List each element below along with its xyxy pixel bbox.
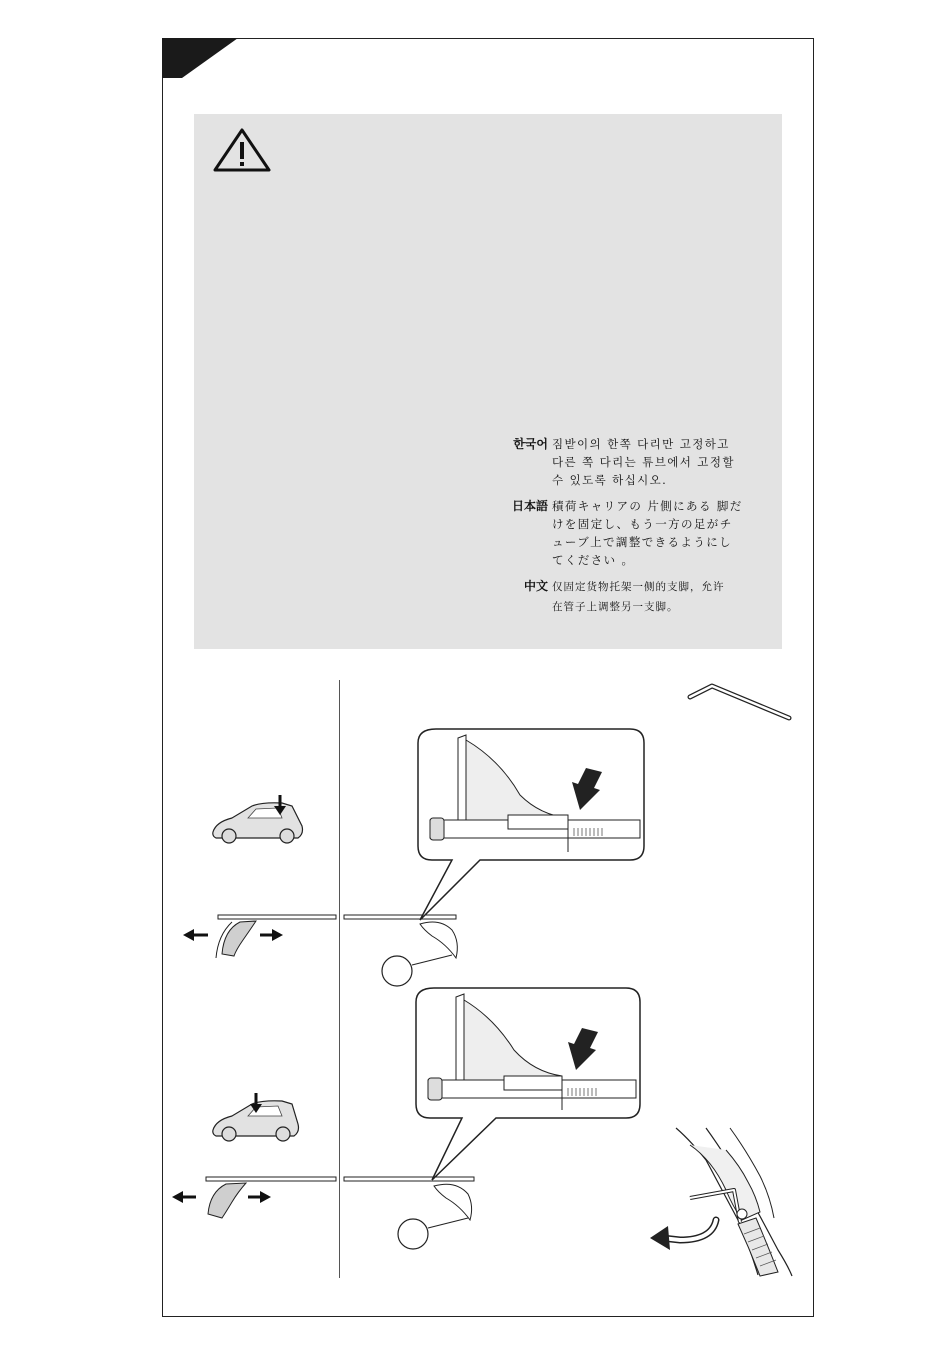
- roof-bar: [206, 1177, 474, 1220]
- arrow-left-icon: [183, 929, 208, 941]
- text-line: 積荷キャリアの 片側にある 脚だ: [552, 499, 743, 513]
- detail-callout: [418, 729, 644, 920]
- text-line: 다른 쪽 다리는 튜브에서 고정할: [552, 455, 735, 469]
- rotate-arrow-icon: [650, 1220, 716, 1250]
- lang-label-japanese: 日本語: [511, 499, 548, 513]
- car-icon: [213, 803, 303, 843]
- tightening-detail: [676, 1128, 792, 1276]
- callout-circle: [398, 1219, 428, 1249]
- arrow-left-icon: [172, 1191, 196, 1203]
- hex-key-icon: [690, 686, 789, 718]
- detail-callout: [416, 988, 640, 1180]
- text-line: 仅固定货物托架一侧的支脚，允许: [552, 581, 725, 593]
- lang-label-korean: 한국어: [513, 437, 548, 451]
- text-line: 在管子上调整另一支脚。: [552, 601, 679, 613]
- lang-label-chinese: 中文: [523, 579, 548, 593]
- callout-circle: [382, 956, 412, 986]
- text-line: 짐받이의 한쪽 다리만 고정하고: [552, 437, 730, 451]
- arrow-right-icon: [248, 1191, 271, 1203]
- text-line: 수 있도록 하십시오.: [552, 473, 668, 487]
- roof-bar: [216, 915, 457, 958]
- text-line: てください 。: [552, 553, 635, 567]
- text-line: ューブ上で調整できるようにし: [552, 535, 733, 549]
- arrow-right-icon: [260, 929, 283, 941]
- text-line: けを固定し、もう一方の足がチ: [552, 517, 733, 531]
